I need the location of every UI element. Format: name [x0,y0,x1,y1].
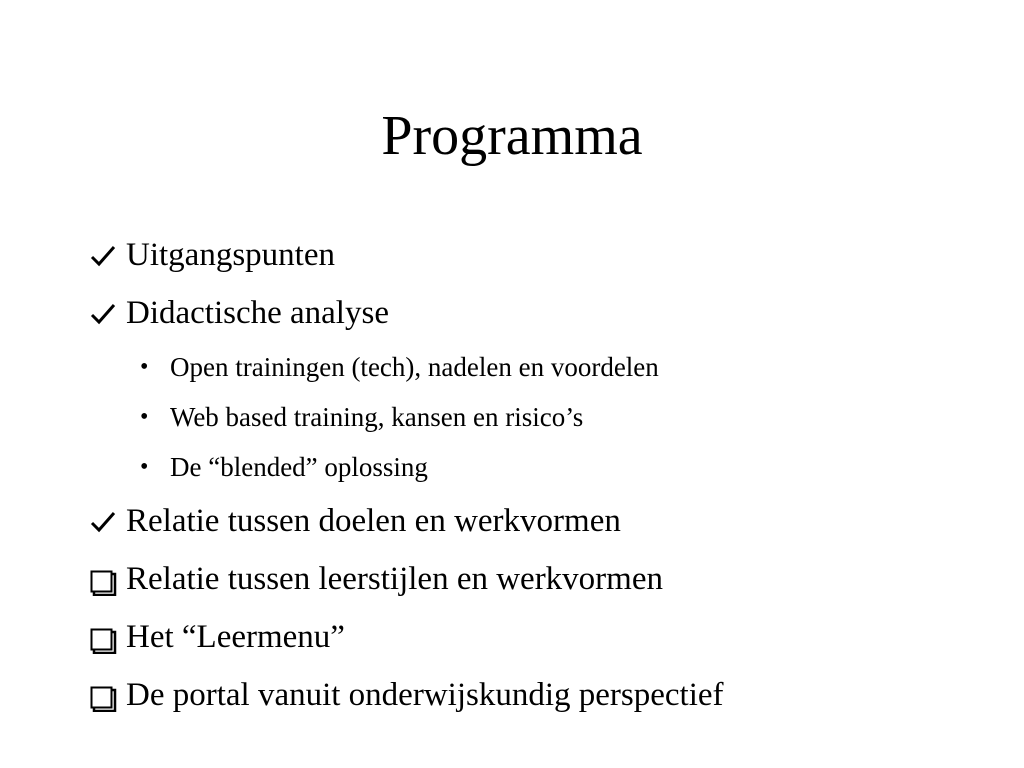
bullet-icon: • [140,453,149,480]
bullet-icon: • [140,353,149,380]
checkbox-icon [88,621,126,653]
check-icon [88,297,126,329]
list-item [88,226,988,284]
list-item [88,342,988,392]
list-item-label: Uitgangspunten [126,236,335,273]
list-item [88,608,988,666]
checkbox-icon [88,679,126,711]
list-item-label: Didactische analyse [126,294,389,331]
checkbox-icon [88,563,126,595]
list-item [88,284,988,342]
list-item-label: Het “Leermenu” [126,618,345,655]
list-item [88,666,988,724]
check-icon [88,239,126,271]
list-item-label: Open trainingen (tech), nadelen en voordelen [170,351,659,382]
list-item-label: Relatie tussen doelen en werkvormen [126,502,621,539]
slide-title: Programma [381,105,643,167]
list-item-label: De “blended” oplossing [170,451,428,482]
list-item [88,442,988,492]
list-item [88,492,988,550]
list-item-label: Web based training, kansen en risico’s [170,401,584,432]
list-item-label: De portal vanuit onderwijskundig perspectief [126,676,724,713]
list-item [88,550,988,608]
check-icon [88,505,126,537]
bullet-list [88,226,988,724]
bullet-icon: • [140,403,149,430]
list-item [88,392,988,442]
list-item-label: Relatie tussen leerstijlen en werkvormen [126,560,663,597]
